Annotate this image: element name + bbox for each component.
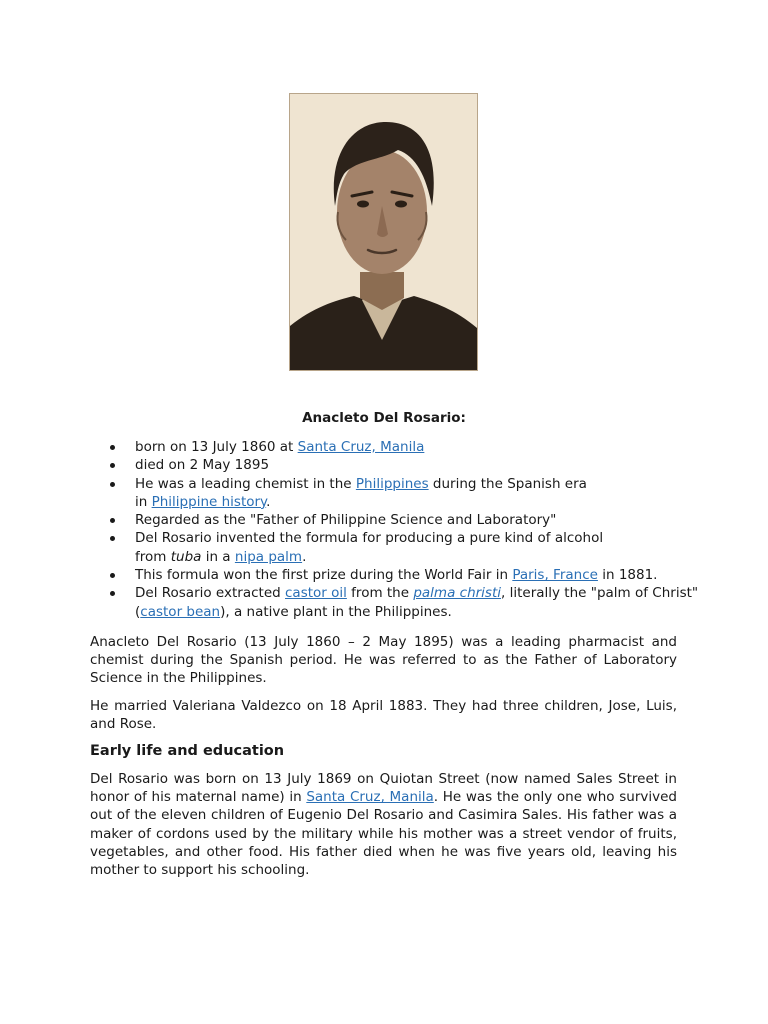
link-paris-france[interactable]: Paris, France [512,567,598,584]
list-item [135,456,735,474]
link-palma-christi[interactable] [413,585,501,601]
list-item [135,584,735,621]
text: Del Rosario was born on 13 July 1869 on Quiotan Street (now named Sales Street in honor of his maternal name) in [90,771,677,806]
facts-list [90,438,735,621]
marriage-paragraph: He married Valeriana Valdezco on 18 April 1883. They had three children, Jose, Luis, and Rose. [90,698,677,733]
italic-term: tuba [170,548,202,565]
list-item [135,566,735,584]
text: This formula won the first prize during the World Fair in [135,567,513,584]
link-castor-oil[interactable]: castor oil [285,585,347,602]
italic-link-text: palma christi [413,585,502,602]
link-nipa-palm[interactable]: nipa palm [234,548,303,565]
link-philippine-history[interactable]: Philippine history [151,493,267,510]
text: born on 13 July 1860 at [135,439,298,455]
link-philippines[interactable]: Philippines [355,475,429,492]
text: , literally the "palm of Christ" ( [135,585,699,620]
intro-paragraph: Anacleto Del Rosario (13 July 1860 – 2 May 1895) was a leading pharmacist and chemist during the Spanish period. He was referred to as the Father of Laboratory Science in the Philippines. [90,634,677,687]
text: in [135,493,152,510]
list-item [135,511,735,529]
link-santa-cruz-manila[interactable]: Santa Cruz, Manila [297,439,425,455]
text: in 1881. [597,567,658,584]
list-item [135,475,735,512]
text: . [266,493,271,510]
text: during the Spanish era [428,475,587,492]
section-heading: Early life and education [90,743,285,759]
text: Regarded as the "Father of Philippine Science and Laboratory" [135,512,557,529]
text: . [302,548,307,565]
text: . He was the only one who survived out of the eleven children of Eugenio Del Rosario and Casimira Sales. His father was a maker of cordons used by the military while his mother was a street vendor of fruits, vegetables, and other food. His father died when he was five years old, leaving his mother to support his schooling. [90,789,677,879]
text: from the [346,585,414,602]
document-title: Anacleto Del Rosario: [302,410,466,426]
text: Del Rosario extracted [135,585,285,602]
text: from [135,548,171,565]
text: He was a leading chemist in the [135,475,356,492]
list-item [135,529,735,566]
link-castor-bean[interactable]: castor bean [140,603,221,620]
text: died on 2 May 1895 [135,457,270,474]
list-item [135,438,735,456]
text: ), a native plant in the Philippines. [220,603,452,620]
text: in a [201,548,235,565]
link-santa-cruz-manila-2[interactable]: Santa Cruz, Manila [306,789,434,806]
text: Del Rosario invented the formula for producing a pure kind of alcohol [135,530,604,547]
early-life-paragraph [90,770,677,879]
portrait-image [289,93,478,371]
